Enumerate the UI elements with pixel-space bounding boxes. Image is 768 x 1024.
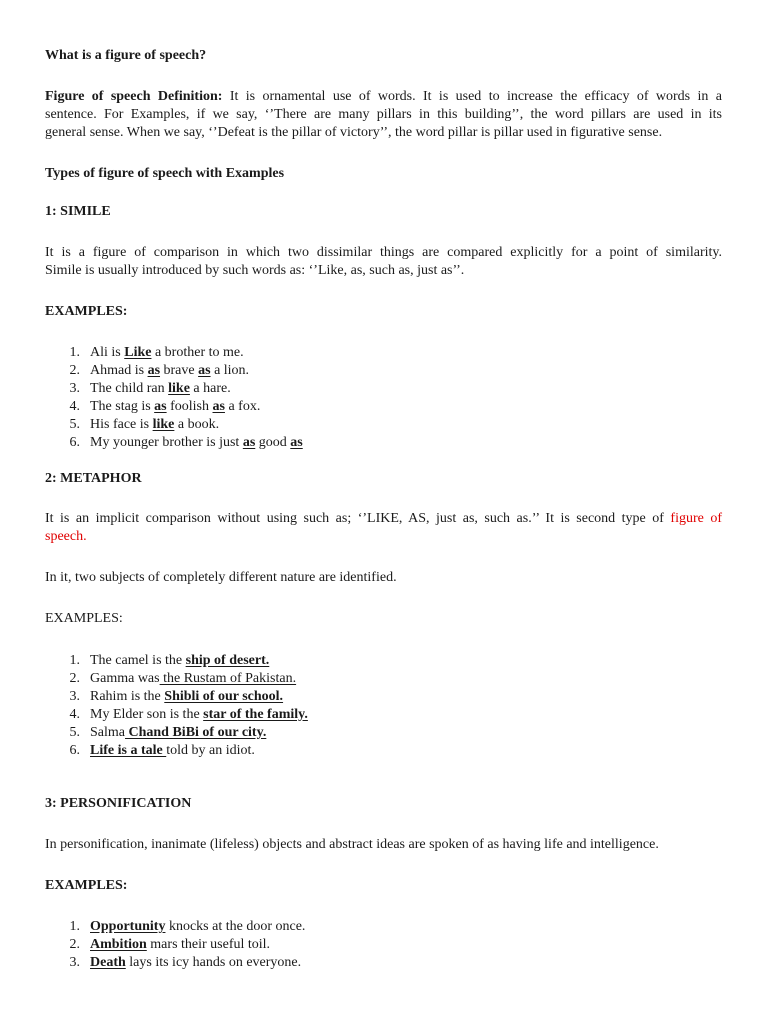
figure-of-speech-link[interactable]: figure of: [670, 511, 723, 526]
list-item: [90, 724, 266, 742]
item-text: Rahim is the: [90, 689, 165, 704]
definition-line-1: [45, 88, 722, 106]
list-item: [90, 706, 308, 724]
list-item: [90, 344, 244, 362]
item-keyword: like: [168, 381, 190, 396]
list-number: 1.: [69, 919, 80, 934]
list-item: [90, 434, 303, 452]
list-item: [90, 416, 219, 434]
item-text: lays its icy hands on everyone.: [125, 955, 302, 970]
item-keyword: Like: [124, 345, 152, 360]
item-keyword: as: [147, 363, 161, 378]
list-number: 1.: [69, 345, 80, 360]
item-text: Gamma was: [90, 671, 160, 686]
item-keyword: star of the family.: [203, 707, 308, 722]
list-item: [90, 670, 296, 688]
list-number: 2.: [69, 937, 80, 952]
item-text: a hare.: [189, 381, 231, 396]
list-number: 3.: [69, 955, 80, 970]
metaphor-line-1: [45, 510, 722, 528]
item-keyword: Life is a tale: [90, 743, 167, 758]
list-number: 2.: [69, 363, 80, 378]
list-number: 2.: [69, 671, 80, 686]
item-text: a lion.: [210, 363, 250, 378]
figure-of-speech-link-continued[interactable]: speech.: [45, 529, 87, 544]
item-keyword: Chand BiBi of our city.: [125, 725, 267, 740]
item-text: a fox.: [224, 399, 261, 414]
item-text: good: [255, 435, 291, 450]
item-text: brave: [160, 363, 199, 378]
simile-line-2: Simile is usually introduced by such words as: ‘’Like, as, such as, just as’’.: [45, 263, 465, 278]
list-item: [90, 362, 249, 380]
personification-heading: 3: PERSONIFICATION: [45, 796, 192, 811]
simile-heading: 1: SIMILE: [45, 204, 111, 219]
item-keyword: Ambition: [90, 937, 147, 952]
metaphor-text-1: It is an implicit comparison without using such as; ‘’LIKE, AS, just as, such as.’’ It is second type of: [45, 511, 664, 526]
list-item: [90, 398, 260, 416]
list-item: [90, 918, 305, 936]
item-keyword: Shibli of our school.: [164, 689, 284, 704]
list-item: [90, 954, 301, 972]
list-item: [90, 380, 231, 398]
item-text: Salma: [90, 725, 125, 740]
item-text: Ahmad is: [90, 363, 148, 378]
item-text: The child ran: [90, 381, 169, 396]
item-keyword: ship of desert.: [185, 653, 270, 668]
list-number: 3.: [69, 689, 80, 704]
list-number: 6.: [69, 435, 80, 450]
item-text: The camel is the: [90, 653, 186, 668]
list-number: 4.: [69, 399, 80, 414]
item-text: knocks at the door once.: [165, 919, 306, 934]
item-keyword: as: [242, 435, 256, 450]
simile-line-1: It is a figure of comparison in which two dissimilar things are compared explicitly for a point of similarity.: [45, 245, 722, 260]
personification-line-1: In personification, inanimate (lifeless) objects and abstract ideas are spoken of as having life and intelligence.: [45, 837, 659, 852]
list-item: [90, 652, 269, 670]
item-text: a book.: [174, 417, 220, 432]
definition-label: Figure of speech Definition:: [45, 89, 223, 104]
item-text: a brother to me.: [151, 345, 244, 360]
list-number: 5.: [69, 417, 80, 432]
item-text: His face is: [90, 417, 153, 432]
doc-title: What is a figure of speech?: [45, 48, 207, 63]
list-number: 3.: [69, 381, 80, 396]
item-text: My younger brother is just: [90, 435, 243, 450]
metaphor-heading: 2: METAPHOR: [45, 471, 142, 486]
item-text: mars their useful toil.: [146, 937, 271, 952]
item-keyword: as: [154, 399, 167, 414]
simile-examples-label: EXAMPLES:: [45, 304, 128, 319]
personification-examples-label: EXAMPLES:: [45, 878, 128, 893]
metaphor-examples-label: EXAMPLES:: [45, 611, 123, 626]
item-text: My Elder son is the: [90, 707, 204, 722]
list-number: 5.: [69, 725, 80, 740]
metaphor-line-3: In it, two subjects of completely different nature are identified.: [45, 570, 397, 585]
item-text: foolish: [166, 399, 213, 414]
list-number: 1.: [69, 653, 80, 668]
item-keyword: Death: [90, 955, 126, 970]
list-item: [90, 936, 270, 954]
item-keyword: as: [290, 435, 303, 450]
item-keyword: as: [212, 399, 225, 414]
list-item: [90, 742, 255, 760]
list-item: [90, 688, 283, 706]
item-keyword: the Rustam of Pakistan.: [159, 671, 297, 686]
definition-line-2: sentence. For Examples, if we say, ‘’There are many pillars in this building’’, the word pillars are used in its: [45, 107, 722, 122]
definition-line-3: general sense. When we say, ‘’Defeat is the pillar of victory’’, the word pillar is pillar used in figurative sense.: [45, 125, 663, 140]
definition-text-1: It is ornamental use of words. It is used to increase the efficacy of words in a: [229, 89, 722, 104]
list-number: 6.: [69, 743, 80, 758]
list-number: 4.: [69, 707, 80, 722]
item-text: Ali is: [90, 345, 125, 360]
item-text: The stag is: [90, 399, 155, 414]
item-keyword: as: [198, 363, 211, 378]
types-heading: Types of figure of speech with Examples: [45, 166, 285, 181]
item-keyword: Opportunity: [90, 919, 166, 934]
item-keyword: like: [152, 417, 175, 432]
item-text: told by an idiot.: [166, 743, 255, 758]
